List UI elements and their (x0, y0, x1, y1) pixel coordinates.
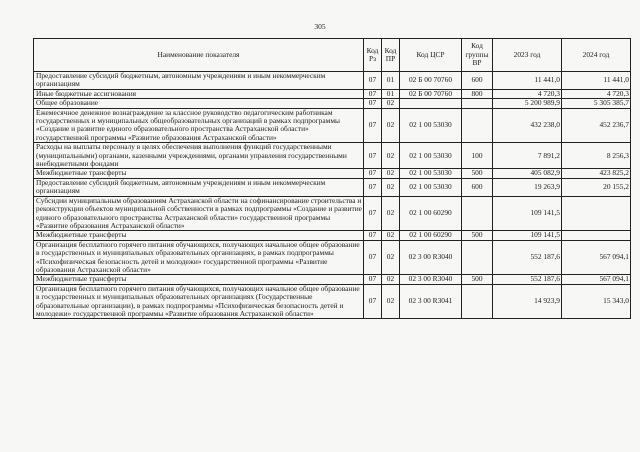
cell-name: Расходы на выплаты персоналу в целях обеспечения выполнения функций государственными (муниципальными) органами, казенными учреждениями, органами управления государственными внебюджетными фондами (34, 143, 364, 169)
cell-2023: 19 263,9 (493, 178, 562, 196)
cell-2023: 405 082,9 (493, 169, 562, 178)
cell-csr: 02 Б 00 70760 (400, 89, 462, 98)
cell-2024: 452 236,7 (562, 108, 631, 143)
cell-csr: 02 1 00 60290 (400, 231, 462, 240)
cell-rz: 07 (364, 231, 382, 240)
cell-rz: 07 (364, 284, 382, 319)
cell-csr: 02 Б 00 70760 (400, 72, 462, 90)
cell-2023: 4 720,3 (493, 89, 562, 98)
header-vr: Код группы ВР (462, 39, 493, 72)
table-row (34, 240, 631, 275)
cell-2024: 567 094,1 (562, 275, 631, 284)
cell-pr: 02 (382, 196, 400, 231)
cell-pr: 02 (382, 143, 400, 169)
cell-2024: 567 094,1 (562, 240, 631, 275)
cell-vr: 600 (462, 178, 493, 196)
table-row (34, 143, 631, 169)
cell-pr: 02 (382, 275, 400, 284)
cell-2024: 11 441,0 (562, 72, 631, 90)
cell-pr: 02 (382, 108, 400, 143)
cell-rz: 07 (364, 178, 382, 196)
table-row (34, 178, 631, 196)
page-number: 305 (314, 22, 326, 31)
cell-csr: 02 3 00 R3040 (400, 275, 462, 284)
cell-name: Общее образование (34, 99, 364, 108)
cell-name: Иные бюджетные ассигнования (34, 89, 364, 98)
cell-2023: 109 141,5 (493, 231, 562, 240)
cell-2023: 432 238,0 (493, 108, 562, 143)
table-row (34, 196, 631, 231)
cell-2024 (562, 231, 631, 240)
cell-csr: 02 1 00 53030 (400, 169, 462, 178)
cell-vr: 500 (462, 275, 493, 284)
cell-pr: 01 (382, 72, 400, 90)
cell-pr: 01 (382, 89, 400, 98)
cell-2023: 5 200 989,9 (493, 99, 562, 108)
cell-vr: 500 (462, 169, 493, 178)
header-2023: 2023 год (493, 39, 562, 72)
cell-2023: 7 891,2 (493, 143, 562, 169)
cell-vr (462, 196, 493, 231)
table-row (34, 99, 631, 108)
cell-vr: 800 (462, 89, 493, 98)
header-pr: Код ПР (382, 39, 400, 72)
cell-vr: 600 (462, 72, 493, 90)
cell-vr (462, 99, 493, 108)
cell-rz: 07 (364, 275, 382, 284)
header-2024: 2024 год (562, 39, 631, 72)
cell-2023: 14 923,9 (493, 284, 562, 319)
cell-2024: 8 256,3 (562, 143, 631, 169)
cell-csr: 02 1 00 53030 (400, 178, 462, 196)
cell-csr (400, 99, 462, 108)
table-row (34, 284, 631, 319)
cell-2023: 109 141,5 (493, 196, 562, 231)
cell-pr: 02 (382, 240, 400, 275)
table-row (34, 72, 631, 90)
cell-rz: 07 (364, 72, 382, 90)
table-row (34, 169, 631, 178)
cell-name: Организация бесплатного горячего питания обучающихся, получающих начальное общее образование в государственных и муниципальных образовательных организациях (Государственные образовательные организации), в рамках подпрограммы «Психофизическая безопасность детей и молодежи» государственной программы «Развитие образования Астраханской области» (34, 284, 364, 319)
header-name: Наименование показателя (34, 39, 364, 72)
cell-vr (462, 240, 493, 275)
cell-2024: 20 155,2 (562, 178, 631, 196)
cell-pr: 02 (382, 99, 400, 108)
cell-name: Субсидии муниципальным образованиям Астраханской области на софинансирование строительства и реконструкции объектов муниципальной собственности в рамках подпрограммы «Создание и развитие единого образовательного пространства Астраханской области» государственной программы «Развитие образования Астраханской области» (34, 196, 364, 231)
cell-name: Межбюджетные трансферты (34, 275, 364, 284)
table-row (34, 275, 631, 284)
cell-name: Предоставление субсидий бюджетным, автономным учреждениям и иным некоммерческим организациям (34, 178, 364, 196)
cell-rz: 07 (364, 108, 382, 143)
cell-rz: 07 (364, 196, 382, 231)
cell-pr: 02 (382, 178, 400, 196)
cell-2024: 5 305 385,7 (562, 99, 631, 108)
header-csr: Код ЦСР (400, 39, 462, 72)
cell-csr: 02 1 00 60290 (400, 196, 462, 231)
table-header-row (34, 39, 631, 72)
cell-name: Предоставление субсидий бюджетным, автономным учреждениям и иным некоммерческим организациям (34, 72, 364, 90)
cell-rz: 07 (364, 240, 382, 275)
cell-2024: 15 343,0 (562, 284, 631, 319)
cell-vr: 500 (462, 231, 493, 240)
cell-rz: 07 (364, 89, 382, 98)
cell-pr: 02 (382, 284, 400, 319)
cell-2024 (562, 196, 631, 231)
cell-2023: 552 187,6 (493, 240, 562, 275)
cell-name: Межбюджетные трансферты (34, 169, 364, 178)
budget-table (33, 38, 631, 319)
cell-csr: 02 3 00 R3040 (400, 240, 462, 275)
table-row (34, 108, 631, 143)
cell-pr: 02 (382, 169, 400, 178)
cell-vr (462, 284, 493, 319)
cell-name: Межбюджетные трансферты (34, 231, 364, 240)
cell-2024: 4 720,3 (562, 89, 631, 98)
cell-name: Ежемесячное денежное вознаграждение за классное руководство педагогическим работникам государственных и муниципальных общеобразовательных организаций в рамках подпрограммы «Создание и развитие единого образовательного пространства Астраханской области» государственной программы «Развитие образования Астраханской области» (34, 108, 364, 143)
cell-csr: 02 1 00 53030 (400, 143, 462, 169)
cell-csr: 02 1 00 53030 (400, 108, 462, 143)
cell-rz: 07 (364, 99, 382, 108)
table-row (34, 231, 631, 240)
cell-2023: 552 187,6 (493, 275, 562, 284)
cell-pr: 02 (382, 231, 400, 240)
cell-rz: 07 (364, 143, 382, 169)
cell-name: Организация бесплатного горячего питания обучающихся, получающих начальное общее образование в государственных и муниципальных образовательных организациях, в рамках подпрограммы «Психофизическая безопасность детей и молодежи» государственной программы «Развитие образования Астраханской области» (34, 240, 364, 275)
cell-vr (462, 108, 493, 143)
cell-rz: 07 (364, 169, 382, 178)
cell-2023: 11 441,0 (493, 72, 562, 90)
table-row (34, 89, 631, 98)
cell-vr: 100 (462, 143, 493, 169)
header-rz: Код Рз (364, 39, 382, 72)
cell-csr: 02 3 00 R3041 (400, 284, 462, 319)
cell-2024: 423 825,2 (562, 169, 631, 178)
